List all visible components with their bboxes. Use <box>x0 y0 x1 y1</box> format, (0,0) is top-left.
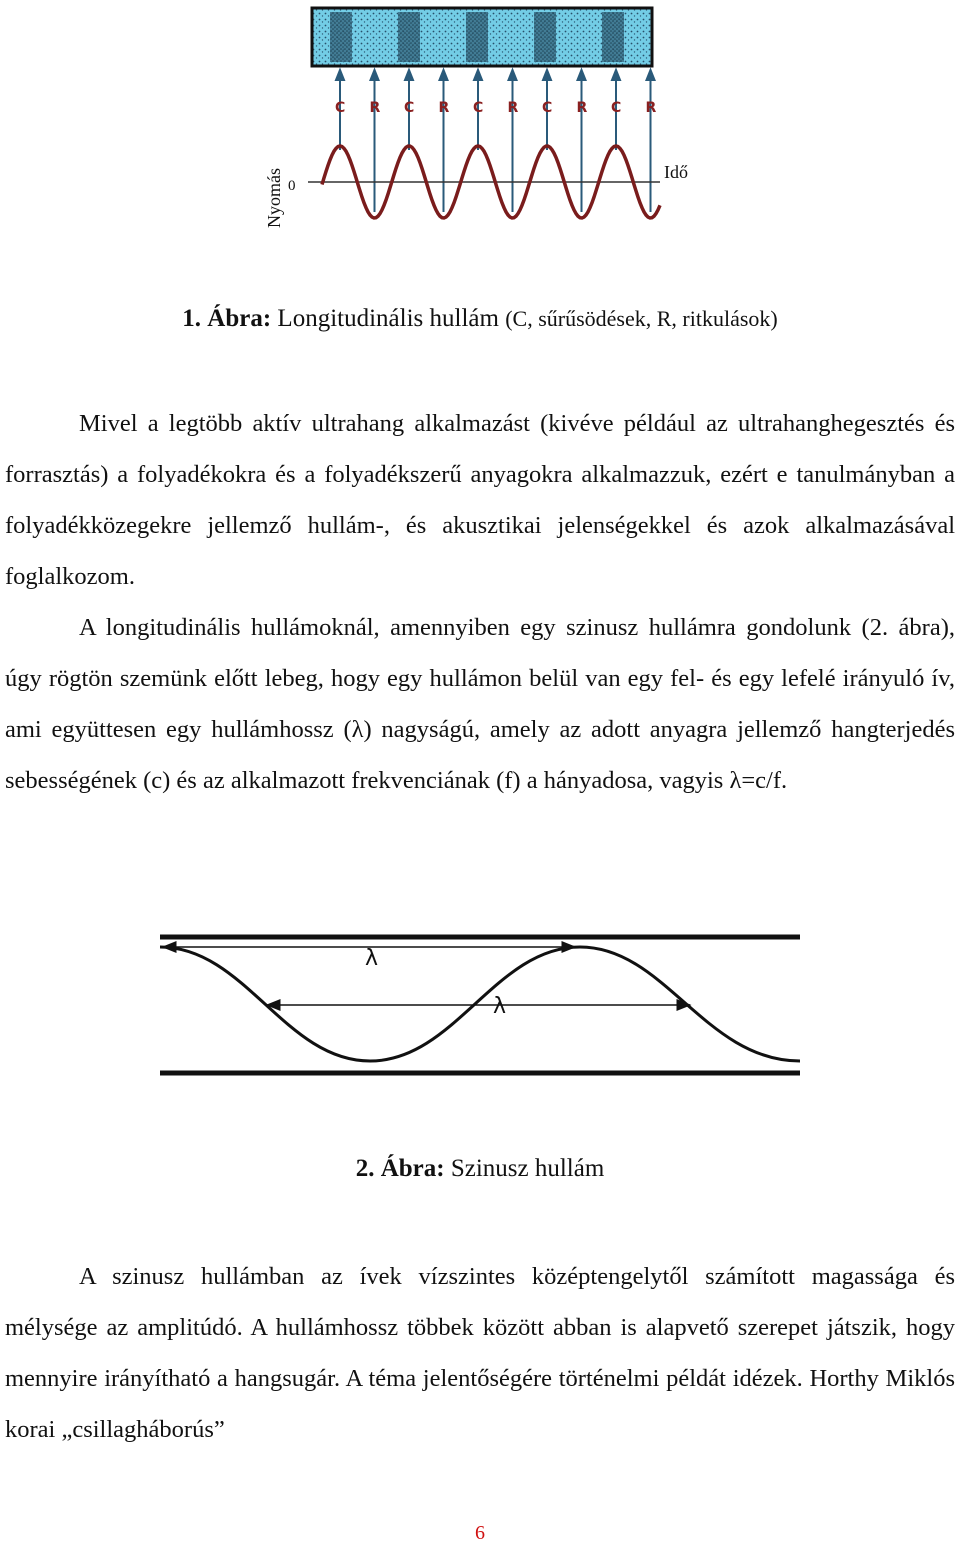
arrow-head <box>371 70 379 80</box>
arrow-head <box>578 70 586 80</box>
x-axis-label: Idő <box>664 162 688 182</box>
figure2-number: 2. Ábra: <box>355 1155 445 1182</box>
rarefaction-label: R <box>438 100 450 116</box>
arrow-head <box>474 70 482 80</box>
rarefaction-label: R <box>645 100 657 116</box>
body-paragraph-1 <box>5 398 955 806</box>
rarefaction-label: R <box>369 100 381 116</box>
arrow-head <box>405 70 413 80</box>
figure1-caption <box>0 305 960 333</box>
compression-label: C <box>473 100 484 116</box>
sine-curve <box>160 947 800 1061</box>
paragraph2-text: A szinusz hullámban az ívek vízszintes középtengelytől számított magassága és mélysége az amplitúdó. A hullámhossz többek között abban is alapvető szerepet játszik, hogy mennyire irányítható a hangsugár. A téma jelentőségére történelmi példát idézek. Horthy Miklós korai „csillagháborús” <box>5 1263 955 1443</box>
compression-label: C <box>335 100 346 116</box>
arrow-head <box>543 70 551 80</box>
body-paragraph-2 <box>5 1251 955 1455</box>
arrow-head <box>509 70 517 80</box>
paragraph1-sentence2: A longitudinális hullámoknál, amennyiben egy szinusz hullámra gondolunk (2. ábra), úgy rögtön szemünk előtt lebeg, hogy egy hullámon belül van egy fel- és egy lefelé irányuló ív, ami együttesen egy hullámhossz (λ) nagyságú, amely az adott anyagra jellemző hangterjedés sebességének (c) és az alkalmazott frekvenciának (f) a hányadosa, vagyis λ=c/f. <box>5 614 955 794</box>
y-axis-label: Nyomás <box>264 168 284 228</box>
figure1-number: 1. Ábra: <box>182 305 272 332</box>
compression-label: C <box>611 100 622 116</box>
arrow-head <box>612 70 620 80</box>
figure1-note: (C, sűrűsödések, R, ritkulások) <box>505 306 778 331</box>
figure1-title: Longitudinális hullám <box>277 305 499 332</box>
rarefaction-label: R <box>576 100 588 116</box>
rarefaction-label: R <box>507 100 519 116</box>
arrow-head <box>440 70 448 80</box>
lambda-label-top: λ <box>365 946 379 971</box>
figure2-caption <box>0 1155 960 1183</box>
pressure-arrows <box>336 70 655 212</box>
zero-label: 0 <box>288 178 296 194</box>
compression-label: C <box>542 100 553 116</box>
figure-longitudinal-wave <box>240 0 720 240</box>
paragraph1-sentence1: Mivel a legtöbb aktív ultrahang alkalmazást (kivéve például az ultrahanghegesztés és forrasztás) a folyadékokra és a folyadékszerű anyagokra alkalmazzuk, ezért e tanulmányban a folyadékközegekre jellemző hullám-, és akusztikai jelenségekkel és azok alkalmazásával foglalkozom. <box>5 410 955 590</box>
lambda-label-mid: λ <box>493 994 507 1019</box>
compression-label: C <box>404 100 415 116</box>
page-number: 6 <box>475 1522 485 1544</box>
figure2-title: Szinusz hullám <box>450 1155 605 1182</box>
arrow-head <box>647 70 655 80</box>
arrow-head <box>336 70 344 80</box>
figure-sine-wave <box>155 925 805 1085</box>
